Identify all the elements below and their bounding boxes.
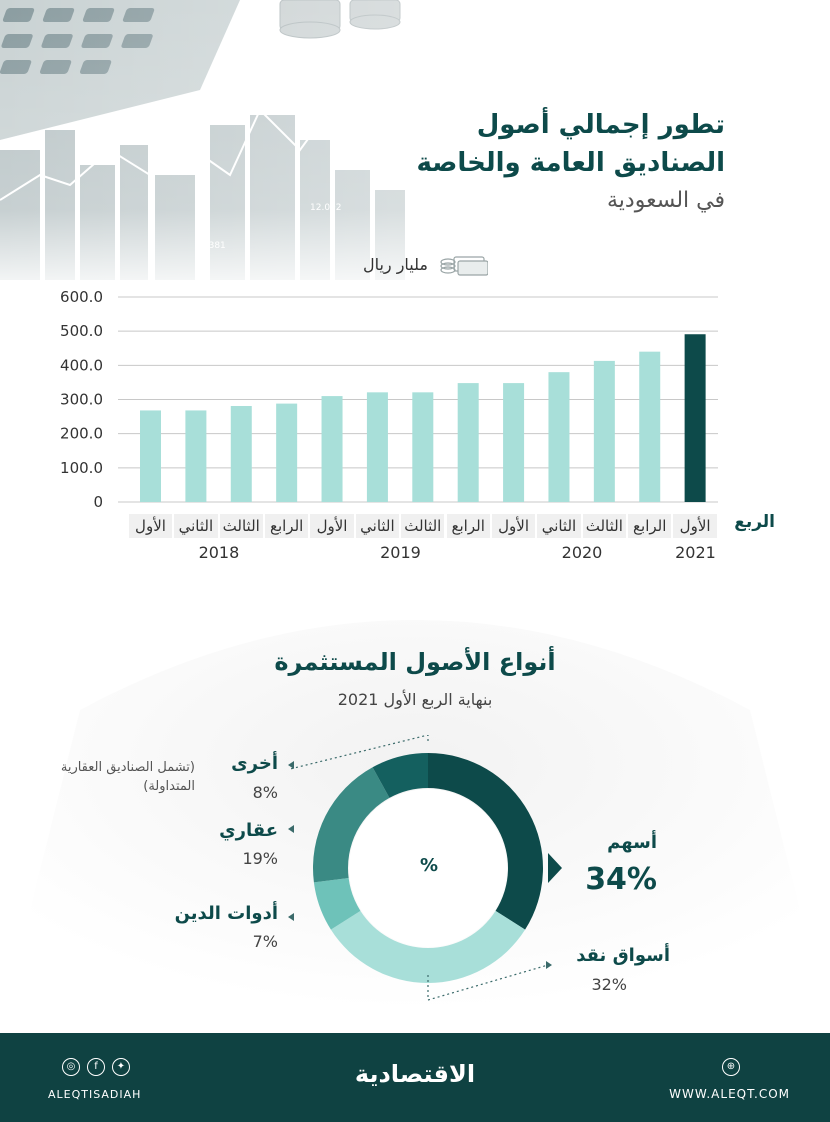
bar-12 [639,352,660,502]
quarter-label: الأول [310,514,353,538]
title-line-3: في السعودية [607,188,725,213]
bar-2 [185,410,206,502]
stocks-pointer [548,853,562,883]
slice-label-stocks: أسهم [607,832,657,853]
bar-1 [140,410,161,502]
quarter-label: الرابع [265,514,308,538]
slice-pct-stocks: 34% [585,862,657,897]
slice-pct-money-markets: 32% [591,975,627,994]
twitter-icon[interactable]: ✦ [112,1058,130,1076]
quarter-label: الثالث [220,514,263,538]
bar-10 [548,372,569,502]
quarter-label: الأول [492,514,535,538]
other-note: (تشمل الصناديق العقارية المتداولة) [60,760,195,794]
quarter-label: الثاني [174,514,217,538]
slice-pct-debt: 7% [252,932,278,951]
bar-4 [276,404,297,502]
slice-label-other: أخرى [231,753,278,774]
leader-arrow-debt [288,913,294,921]
quarter-label: الرابع [447,514,490,538]
leader-arrow-real-estate [288,825,294,833]
y-tick-label: 100.0 [60,458,103,477]
y-tick-label: 300.0 [60,390,103,409]
brand-logo: الاقتصادية [354,1060,476,1088]
y-tick-label: 0 [93,493,103,511]
y-tick-label: 600.0 [60,288,103,306]
y-tick-label: 200.0 [60,424,103,443]
bar-9 [503,383,524,502]
quarter-label: الرابع [628,514,671,538]
title-line-2: الصناديق العامة والخاصة [416,148,725,178]
social-handle[interactable]: ALEQTISADIAH [48,1088,142,1101]
unit-label: مليار ريال [362,255,428,274]
bar-5 [322,396,343,502]
bar-chart [0,285,830,515]
leader-arrow-other [288,761,294,769]
quarter-label: الثاني [356,514,399,538]
year-label: 2020 [561,543,603,562]
bar-13 [685,334,706,502]
x-axis-title: الربع [734,512,775,532]
facebook-icon[interactable]: f [87,1058,105,1076]
year-label: 2018 [198,543,240,562]
bar-3 [231,406,252,502]
quarter-label: الثالث [401,514,444,538]
money-icon [440,252,488,278]
bar-11 [594,361,615,502]
year-label: 2021 [675,543,716,562]
bar-7 [412,392,433,502]
quarter-label: الأول [673,514,716,538]
bar-6 [367,392,388,502]
y-tick-label: 500.0 [60,322,103,341]
section-subtitle: بنهاية الربع الأول 2021 [337,690,493,709]
quarter-label: الثاني [537,514,580,538]
leader-arrow-money-markets [546,961,552,969]
slice-pct-other: 8% [252,783,278,802]
donut-center-label: % [420,855,439,876]
slice-label-money-markets: أسواق نقد [576,945,670,966]
quarter-label: الثالث [583,514,626,538]
year-label: 2019 [380,543,421,562]
slice-label-real-estate: عقاري [219,820,278,841]
slice-pct-real-estate: 19% [242,849,278,868]
title-line-1: تطور إجمالي أصول [476,110,725,140]
y-tick-label: 400.0 [60,356,103,375]
web-icon[interactable]: ⊕ [722,1058,740,1076]
bar-8 [458,383,479,502]
slice-label-debt: أدوات الدين [174,903,278,924]
section-title: أنواع الأصول المستثمرة [274,648,556,676]
quarter-label: الأول [129,514,172,538]
instagram-icon[interactable]: ◎ [62,1058,80,1076]
website-link[interactable]: WWW.ALEQT.COM [669,1087,790,1101]
